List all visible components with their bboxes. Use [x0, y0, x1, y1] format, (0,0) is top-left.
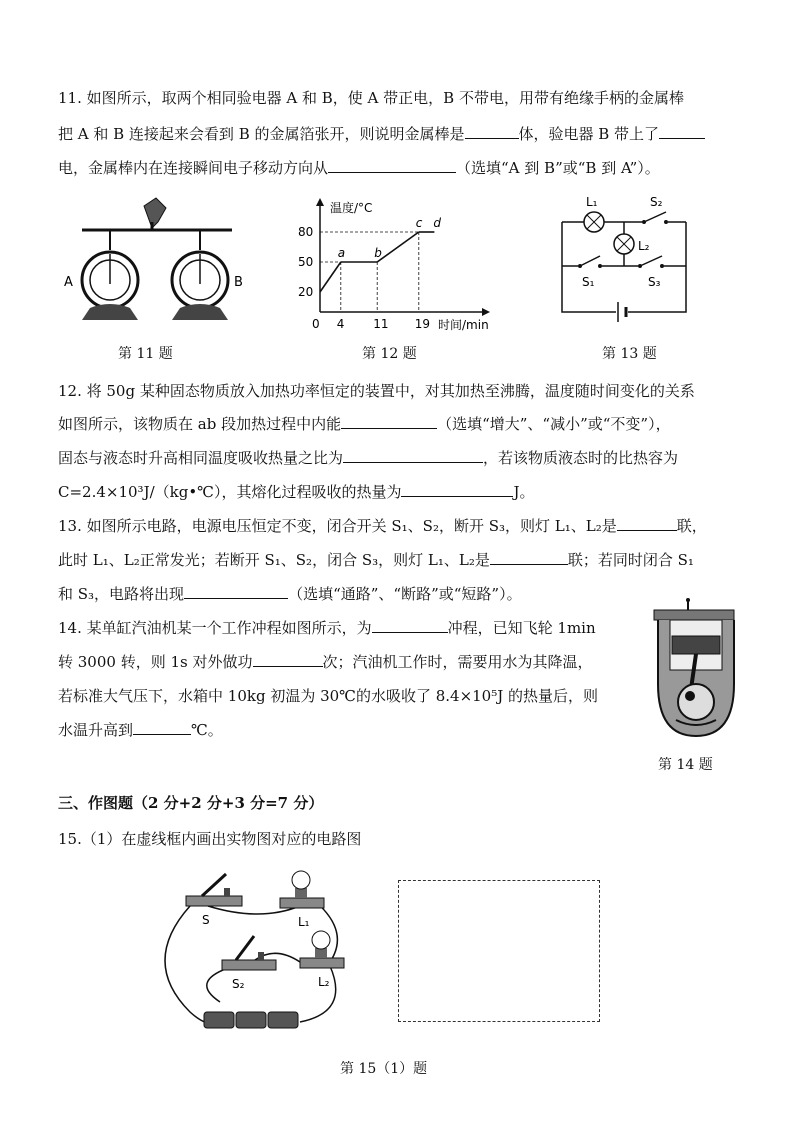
answer-blank-q12-2[interactable]: [343, 448, 483, 463]
q11-line-3: [58, 158, 660, 178]
q12-text-1: 12. 将 50g 某种固态物质放入加热功率恒定的装置中，对其加热至沸腾，温度随时间变化的关系: [58, 382, 695, 400]
switch-s2-icon: [222, 936, 276, 970]
answer-blank-q14-1[interactable]: [372, 618, 448, 633]
answer-blank-q12-1[interactable]: [341, 414, 437, 429]
figure-14-engine: [646, 596, 746, 746]
q13-text-1a: 13. 如图所示电路，电源电压恒定不变，闭合开关 S₁、S₂，断开 S₃，则灯 L₁、L₂是: [58, 517, 617, 535]
q12-line-3: [58, 448, 678, 468]
q11-text-2a: 把 A 和 B 连接起来会看到 B 的金属箔张开，则说明金属棒是: [58, 125, 465, 143]
caption-fig-11: 第 11 题: [118, 346, 173, 362]
q11-text-2b: 体，验电器 B 带上了: [518, 125, 660, 143]
caption-fig-14: 第 14 题: [658, 757, 713, 773]
q13-text-3a: 和 S₃，电路将出现: [58, 585, 185, 603]
q14-line-2: [58, 652, 593, 672]
q11-text-3b: （选填“A 到 B”或“B 到 A”）。: [456, 159, 660, 177]
label-l2: L₂: [638, 239, 650, 253]
y-tick-label-50: 50: [298, 255, 314, 269]
x-tick-label-11: 11: [373, 317, 389, 331]
answer-blank-q13-2[interactable]: [490, 550, 568, 565]
caption-fig-15: 第 15（1）题: [340, 1061, 428, 1077]
lamp-l1-icon: [280, 871, 324, 908]
engine-cylinder-icon: [654, 598, 734, 736]
answer-blank-q13-1[interactable]: [617, 516, 677, 531]
q14-text-1b: 冲程，已知飞轮 1min: [447, 619, 596, 637]
q12-text-4b: J。: [513, 483, 535, 501]
figure-13-circuit: [552, 192, 702, 332]
q11-line-2: [58, 124, 705, 144]
y-tick-label-80: 80: [298, 225, 314, 239]
q13-line-3: [58, 584, 522, 604]
point-label-b: b: [374, 246, 382, 260]
point-label-d: d: [433, 216, 442, 230]
label-s2: S₂: [232, 977, 245, 991]
x-tick-label-19: 19: [414, 317, 431, 331]
q13-text-1b: 联，: [676, 517, 707, 535]
q14-line-4: [58, 720, 223, 740]
switch-s2-icon: [642, 212, 668, 224]
q11-text-1: 11. 如图所示，取两个相同验电器 A 和 B，使 A 带正电，B 不带电，用带有绝缘手柄的金属棒: [58, 89, 684, 107]
chart-segment-0: [320, 262, 341, 292]
battery-pack-icon: [204, 1012, 298, 1028]
label-l1: L₁: [586, 195, 598, 209]
q15-line-1: [58, 829, 361, 849]
answer-blank-q14-3[interactable]: [133, 720, 191, 735]
label-s1: S₁: [582, 275, 595, 289]
x-tick-label-0: 0: [312, 317, 320, 331]
q12-text-4a: C=2.4×10³J/（kg•℃），其熔化过程吸收的热量为: [58, 483, 402, 501]
lamp-l1-icon: [584, 212, 604, 232]
label-a: A: [64, 275, 73, 290]
answer-blank-q11-2[interactable]: [659, 124, 705, 139]
figure-11-electroscopes: [60, 192, 250, 342]
q14-text-2a: 转 3000 转，则 1s 对外做功: [58, 653, 253, 671]
label-s: S: [202, 913, 210, 927]
drawing-area-dashed-box[interactable]: [398, 880, 600, 1022]
answer-blank-q11-1[interactable]: [465, 124, 519, 139]
q13-text-2a: 此时 L₁、L₂正常发光；若断开 S₁、S₂，闭合 S₃，则灯 L₁、L₂是: [58, 551, 490, 569]
q14-text-3: 若标准大气压下，水箱中 10kg 初温为 30℃的水吸收了 8.4×10⁵J 的热量后，则: [58, 687, 599, 705]
label-l2: L₂: [318, 975, 330, 989]
caption-fig-12: 第 12 题: [362, 346, 417, 362]
answer-blank-q14-2[interactable]: [253, 652, 323, 667]
y-tick-label-20: 20: [298, 285, 314, 299]
point-label-a: a: [337, 246, 346, 260]
q12-text-2b: （选填“增大”、“减小”或“不变”），: [437, 415, 671, 433]
q11-text-3a: 电，金属棒内在连接瞬间电子移动方向从: [58, 159, 329, 177]
label-b: B: [234, 275, 243, 290]
q12-text-2a: 如图所示，该物质在 ab 段加热过程中内能: [58, 415, 342, 433]
q15-text-1: 15.（1）在虚线框内画出实物图对应的电路图: [58, 830, 362, 848]
q14-text-4b: ℃。: [191, 721, 223, 739]
q13-line-2: [58, 550, 694, 570]
figure-12-chart: [290, 192, 500, 334]
q13-line-1: [58, 516, 707, 536]
chart-segment-2: [377, 232, 419, 262]
lamp-l2-icon: [614, 234, 634, 254]
electroscope-b: [172, 230, 228, 320]
q12-line-1: [58, 381, 695, 401]
hand-icon: [144, 198, 166, 228]
chart-xlabel: 时间/min: [438, 318, 489, 332]
section-3-header: 三、作图题（2 分+2 分+3 分=7 分）: [58, 794, 324, 812]
battery-icon: [618, 302, 626, 322]
q12-text-3a: 固态与液态时升高相同温度吸收热量之比为: [58, 449, 344, 467]
chart-ylabel: 温度/°C: [330, 201, 373, 215]
label-s2: S₂: [650, 195, 663, 209]
answer-blank-q11-3[interactable]: [328, 158, 456, 173]
electroscope-a: [82, 230, 138, 320]
q14-text-2b: 次；汽油机工作时，需要用水为其降温，: [322, 653, 593, 671]
q14-line-1: [58, 618, 596, 638]
q14-text-4a: 水温升高到: [58, 721, 134, 739]
q14-line-3: [58, 686, 598, 706]
label-s3: S₃: [648, 275, 661, 289]
q13-text-3b: （选填“通路”、“断路”或“短路”）。: [288, 585, 522, 603]
q12-line-4: [58, 482, 534, 502]
q14-text-1a: 14. 某单缸汽油机某一个工作冲程如图所示，为: [58, 619, 372, 637]
q13-text-2b: 联；若同时闭合 S₁: [567, 551, 694, 569]
answer-blank-q12-3[interactable]: [401, 482, 513, 497]
x-tick-label-4: 4: [336, 317, 345, 331]
point-label-c: c: [415, 216, 423, 230]
caption-fig-13: 第 13 题: [602, 346, 657, 362]
figure-15-physical-circuit: [150, 862, 370, 1042]
label-l1: L₁: [298, 915, 310, 929]
switch-s-icon: [186, 874, 242, 906]
q11-line-1: [58, 88, 684, 108]
switch-s3-icon: [638, 256, 664, 268]
q12-text-3b: ，若该物质液态时的比热容为: [483, 449, 679, 467]
q12-line-2: [58, 414, 671, 434]
switch-s1-icon: [578, 256, 602, 268]
answer-blank-q13-3[interactable]: [184, 584, 288, 599]
